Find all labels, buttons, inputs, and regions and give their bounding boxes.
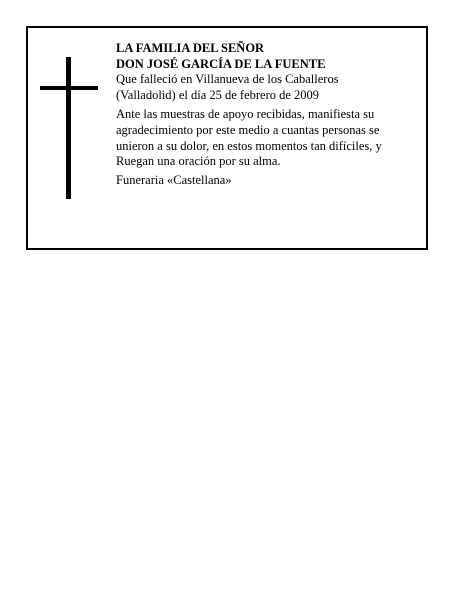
deceased-name: DON JOSÉ GARCÍA DE LA FUENTE bbox=[116, 56, 326, 71]
death-date: (Valladolid) el día 25 de febrero de 2009 bbox=[116, 87, 320, 102]
funeral-home: Funeraria «Castellana» bbox=[116, 172, 232, 187]
gratitude-message: Ante las muestras de apoyo recibidas, manifiesta su agradecimiento por este medio a cuantas personas se unieron a su dolor, en estos momentos tan difíciles, y Ruegan una oración por su alma. bbox=[116, 107, 382, 169]
cross-vertical-bar bbox=[66, 57, 71, 199]
death-place: Que falleció en Villanueva de los Caballeros bbox=[116, 72, 339, 87]
family-heading: LA FAMILIA DEL SEÑOR bbox=[116, 41, 265, 55]
cross-horizontal-bar bbox=[40, 86, 98, 90]
notice-text bbox=[116, 41, 416, 188]
obituary-notice bbox=[26, 26, 428, 250]
